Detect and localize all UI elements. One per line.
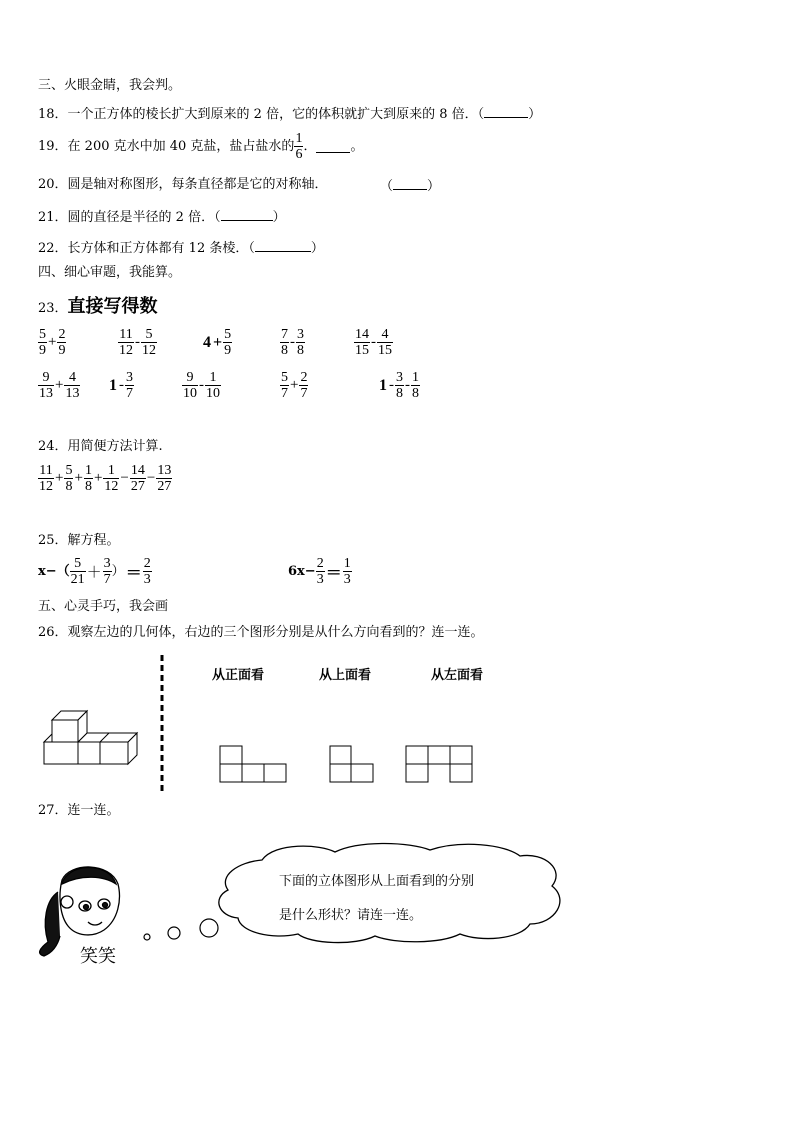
denominator: 15 <box>355 343 369 358</box>
fraction <box>223 327 232 358</box>
numerator: 2 <box>300 370 308 385</box>
section-4-heading: 四、细心审题，我能算。 <box>38 265 182 280</box>
calc-item <box>118 327 157 358</box>
equals-sign: ＝ <box>325 565 342 582</box>
numerator: 3 <box>396 370 403 385</box>
fraction <box>143 556 152 587</box>
denominator: 9 <box>224 343 232 358</box>
numerator: 9 <box>42 370 50 385</box>
punctuation: ． <box>303 138 317 154</box>
left-view-shape <box>406 746 472 782</box>
paren-close: ） <box>427 179 441 194</box>
calc-item <box>280 370 308 401</box>
paren-close: ） <box>272 210 286 225</box>
calc-item <box>108 370 134 401</box>
question-22-text: 22．长方体和正方体都有 12 条棱．（ <box>38 241 255 256</box>
numerator: 4 <box>68 370 76 385</box>
calc-item <box>38 370 80 401</box>
numerator: 3 <box>126 370 133 385</box>
view-label-front: 从正面看 <box>212 668 265 683</box>
fraction <box>118 327 134 358</box>
numerator: 5 <box>224 327 232 342</box>
denominator: 8 <box>412 386 419 401</box>
fraction <box>103 463 119 494</box>
fraction <box>354 327 370 358</box>
operator: − <box>146 470 156 486</box>
answer-blank-22[interactable] <box>255 239 311 252</box>
fraction <box>280 370 289 401</box>
denominator: 7 <box>281 386 288 401</box>
fraction <box>38 327 47 358</box>
numerator: 2 <box>143 556 151 571</box>
denominator: 12 <box>39 479 53 494</box>
denominator: 8 <box>297 343 304 358</box>
fraction <box>156 463 172 494</box>
denominator: 3 <box>143 572 151 587</box>
operator: - <box>290 334 295 350</box>
numerator: 14 <box>355 327 369 342</box>
denominator: 10 <box>183 386 197 401</box>
numerator: 11 <box>119 327 133 342</box>
numerator: 4 <box>381 327 389 342</box>
operator: - <box>389 377 394 393</box>
section-3-heading: 三、火眼金睛，我会判。 <box>38 78 182 93</box>
calc-item <box>354 327 393 358</box>
calc-item <box>182 370 221 401</box>
equation-2 <box>288 556 352 587</box>
bubble-text-line-2: 是什么形状？请连一连。 <box>279 908 423 923</box>
solid-figure <box>44 711 137 764</box>
operator: + <box>93 470 103 486</box>
denominator: 8 <box>396 386 403 401</box>
numerator: 5 <box>39 327 46 342</box>
numerator: 1 <box>343 556 351 571</box>
thought-dot-medium <box>168 927 180 939</box>
q26-figures <box>0 650 794 800</box>
bubble-text-line-1: 下面的立体图形从上面看到的分别 <box>279 874 475 889</box>
question-23-title: 直接写得数 <box>67 296 158 317</box>
denominator: 12 <box>142 343 156 358</box>
denominator: 8 <box>281 343 288 358</box>
answer-blank-20[interactable] <box>393 177 427 190</box>
denominator: 8 <box>65 479 73 494</box>
fraction <box>70 556 86 587</box>
fraction <box>294 131 303 162</box>
operator: + <box>55 470 64 486</box>
question-19-text: 19．在 200 克水中加 40 克盐，盐占盐水的 <box>38 138 295 154</box>
paren-open: （ <box>380 179 394 194</box>
whole-number: 1 <box>109 376 117 394</box>
operator: + <box>48 334 57 350</box>
question-27-text: 27．连一连。 <box>38 803 120 818</box>
question-20-answer <box>380 177 440 195</box>
question-25-text: 25．解方程。 <box>38 533 120 548</box>
numerator: 2 <box>58 327 66 342</box>
question-22 <box>38 239 324 257</box>
denominator: 7 <box>126 386 133 401</box>
calc-item <box>378 370 420 401</box>
numerator: 7 <box>281 327 288 342</box>
question-number: 23． <box>38 301 68 316</box>
thought-bubble-cloud <box>219 844 560 943</box>
denominator: 6 <box>295 147 303 162</box>
denominator: 27 <box>157 479 172 494</box>
question-20-text: 20．圆是轴对称图形，每条直径都是它的对称轴． <box>38 177 328 192</box>
denominator: 3 <box>316 572 324 587</box>
paren-close: ） <box>528 107 542 122</box>
operator: + <box>55 377 64 393</box>
paren-close: ） <box>111 563 125 579</box>
operator: - <box>199 377 204 393</box>
numerator: 9 <box>186 370 194 385</box>
front-view-shape <box>220 746 286 782</box>
fraction <box>103 556 112 587</box>
numerator: 3 <box>297 327 304 342</box>
fraction <box>299 370 308 401</box>
denominator: 9 <box>39 343 46 358</box>
operator: - <box>371 334 376 350</box>
numerator: 1 <box>412 370 419 385</box>
calc-item <box>202 327 232 358</box>
answer-blank-21[interactable] <box>221 208 273 221</box>
denominator: 8 <box>84 479 92 494</box>
numerator: 1 <box>209 370 217 385</box>
numerator: 1 <box>295 131 303 146</box>
fraction <box>182 370 198 401</box>
calc-item <box>280 327 305 358</box>
question-21 <box>38 208 286 226</box>
numerator: 2 <box>316 556 324 571</box>
numerator: 3 <box>103 556 111 571</box>
fraction <box>411 370 420 401</box>
question-19 <box>38 131 363 162</box>
denominator: 15 <box>378 343 392 358</box>
denominator: 12 <box>119 343 133 358</box>
fraction <box>57 327 66 358</box>
equals-sign: ＝ <box>125 565 142 582</box>
girl-name-label: 笑笑 <box>80 946 116 967</box>
equation-text: 6x− <box>288 563 316 579</box>
numerator: 5 <box>145 327 153 342</box>
calc-item <box>38 327 66 358</box>
view-label-left: 从左面看 <box>431 668 484 683</box>
question-23-heading <box>38 292 158 318</box>
question-26-text: 26．观察左边的几何体，右边的三个图形分别是从什么方向看到的？连一连。 <box>38 625 484 640</box>
denominator: 27 <box>130 479 145 494</box>
fraction <box>377 327 393 358</box>
question-21-text: 21．圆的直径是半径的 2 倍．（ <box>38 210 221 225</box>
answer-blank-19[interactable] <box>316 140 350 153</box>
fraction <box>205 370 221 401</box>
fraction <box>84 463 93 494</box>
denominator: 12 <box>104 479 119 494</box>
thought-dot-small <box>144 934 150 940</box>
denominator: 3 <box>343 572 351 587</box>
numerator: 13 <box>157 463 172 478</box>
question-24-text: 24．用简便方法计算. <box>38 439 163 454</box>
numerator: 1 <box>107 463 115 478</box>
denominator: 10 <box>206 386 220 401</box>
fraction <box>64 463 73 494</box>
operator: ＋ <box>86 565 102 581</box>
question-24-expression <box>38 463 172 494</box>
question-18-text: 18．一个正方体的棱长扩大到原来的 2 倍，它的体积就扩大到原来的 8 倍．（ <box>38 107 485 122</box>
numerator: 5 <box>281 370 288 385</box>
fraction <box>64 370 80 401</box>
question-18 <box>38 105 541 123</box>
punctuation: 。 <box>350 138 364 154</box>
fraction <box>38 370 54 401</box>
denominator: 13 <box>39 386 53 401</box>
operator: + <box>290 377 299 393</box>
denominator: 21 <box>70 572 85 587</box>
view-label-top: 从上面看 <box>319 668 372 683</box>
fraction <box>395 370 404 401</box>
whole-number: 1 <box>379 376 387 394</box>
fraction <box>343 556 352 587</box>
fraction <box>125 370 134 401</box>
operator: + <box>213 333 223 351</box>
section-5-heading: 五、心灵手巧，我会画 <box>38 599 169 614</box>
fraction <box>38 463 54 494</box>
question-20 <box>38 177 328 193</box>
fraction <box>280 327 289 358</box>
thought-dot-large <box>200 919 218 937</box>
whole-number: 4 <box>203 333 211 351</box>
operator: - <box>135 334 140 350</box>
denominator: 7 <box>300 386 308 401</box>
fraction <box>130 463 146 494</box>
numerator: 5 <box>74 556 82 571</box>
top-view-shape <box>330 746 373 782</box>
numerator: 11 <box>39 463 53 478</box>
equation-1 <box>38 556 152 587</box>
operator: + <box>74 470 83 486</box>
denominator: 13 <box>65 386 80 401</box>
equation-text: x−（ <box>38 563 70 579</box>
denominator: 7 <box>103 572 111 587</box>
operator: − <box>120 470 129 486</box>
numerator: 14 <box>130 463 145 478</box>
operator: - <box>405 377 410 393</box>
fraction <box>296 327 305 358</box>
numerator: 1 <box>84 463 92 478</box>
numerator: 5 <box>65 463 73 478</box>
fraction <box>141 327 157 358</box>
paren-close: ） <box>310 241 324 256</box>
answer-blank-18[interactable] <box>484 105 528 118</box>
fraction <box>316 556 325 587</box>
operator: - <box>119 377 124 393</box>
denominator: 9 <box>58 343 66 358</box>
